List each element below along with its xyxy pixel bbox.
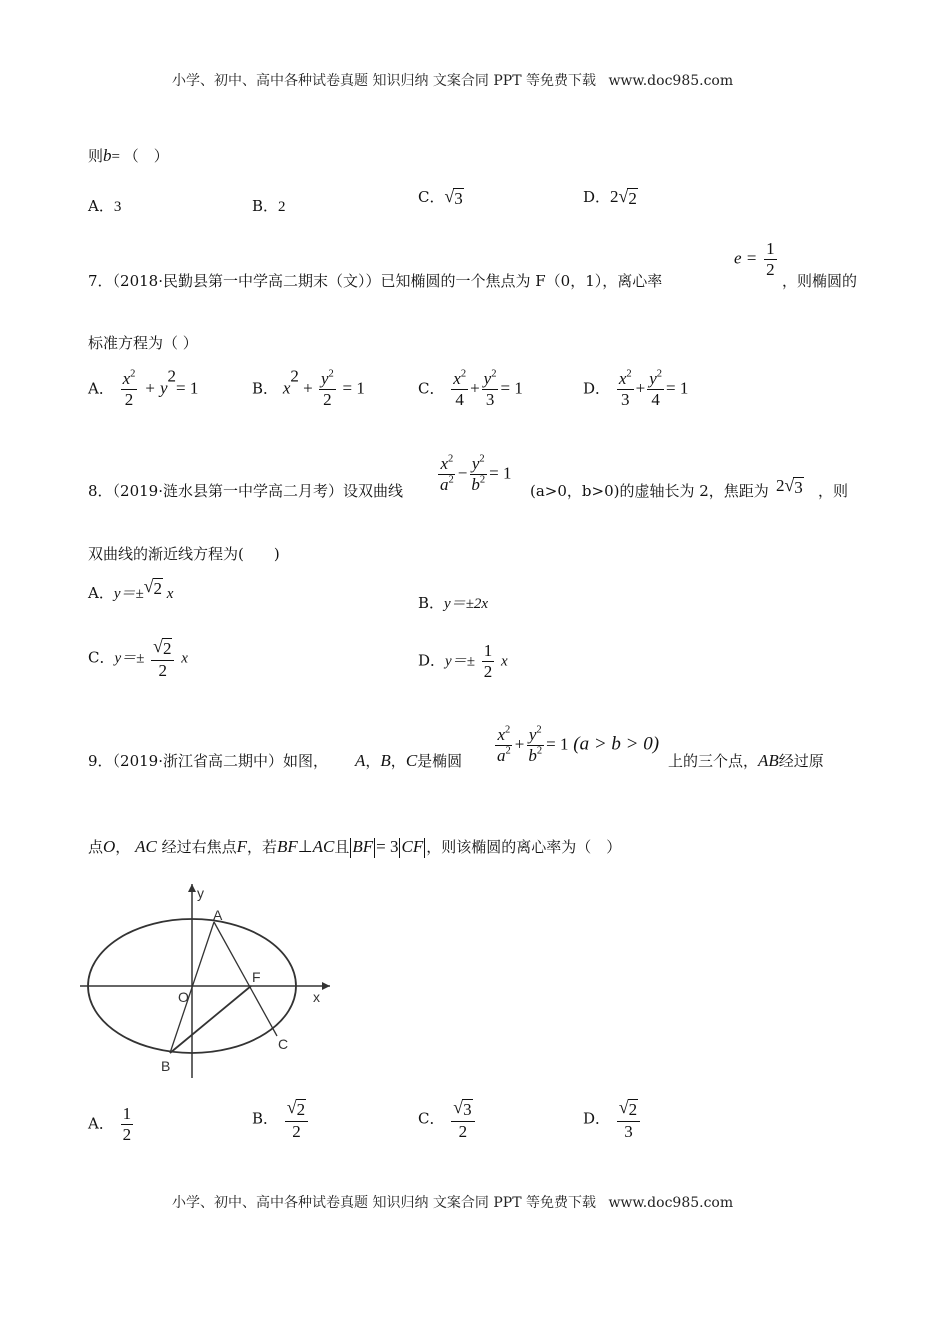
q8-condition: (a>0，b>0)的虚轴长为 2，焦距为 [530, 482, 769, 500]
q8-focal-length: 2 √ 3 [776, 474, 803, 497]
q7-stem-line1-end: ，则椭圆的 [782, 272, 858, 290]
q9-option-d: D． √ 2 3 [583, 1099, 642, 1140]
label-b: B [161, 1058, 171, 1074]
q9-ellipse-equation: $\frac{x^2}{a^2}$ + $\frac{y^2}{b^2}$ = 1 (a > b > 0) [497, 724, 660, 765]
footer-url: www.doc985.com [608, 1195, 734, 1211]
q8-stem-line1: 8．（2019·涟水县第一中学高二月考）设双曲线 [88, 482, 404, 500]
footer-text: 小学、初中、高中各种试卷真题 知识归纳 文案合同 PPT 等免费下载 [172, 1195, 596, 1211]
q9-points: A，B，C是椭圆 [355, 751, 463, 770]
page-header [172, 70, 733, 90]
q7-eccentricity: e = $\frac{1}{2}$ [734, 239, 775, 279]
q8-stem-line2: 双曲线的渐近线方程为( ) [88, 545, 280, 563]
q9-stem-line1: 9．（2019·浙江省高二期中）如图， [88, 752, 329, 770]
q6-stem: 则b= （ ） [88, 146, 169, 165]
label-c: C [278, 1036, 289, 1052]
label-y: y [197, 885, 204, 901]
q7-option-b: B． $x^2$ + $\frac{y^2}{2}$ = 1 [252, 366, 365, 409]
label-x: x [313, 989, 320, 1005]
q7-stem-line1: 7．（2018·民勤县第一中学高二期末（文））已知椭圆的一个焦点为 F（0，1），离心率 [88, 272, 663, 290]
header-url: www.doc985.com [608, 73, 734, 89]
q9-option-c: C． √ 3 2 [418, 1099, 477, 1140]
q8-stem-line1-end: ，则 [818, 482, 849, 500]
q9-stem-line2: 点O， AC 经过右焦点F，若BF⊥AC且 BF = 3 CF ，则该椭圆的离心率为（ ） [88, 837, 622, 856]
x-axis-arrow [322, 982, 330, 990]
q6-option-c: C． √ 3 [418, 185, 463, 208]
page-footer [172, 1192, 733, 1212]
q7-option-a: A． $\frac{x^2}{2}$ + $y^2= 1$ [88, 366, 199, 409]
q8-option-b: B．y＝±2x [418, 594, 489, 612]
q8-option-a: A．y＝± √ 2 x [88, 576, 174, 602]
ellipse-figure [80, 878, 340, 1083]
label-o: O [178, 989, 189, 1005]
q8-hyperbola-equation: $\frac{x^2}{a^2}$ − $\frac{y^2}{b^2}$ = 1 [440, 453, 512, 494]
q6-option-d: D．2 √ 2 [583, 185, 637, 208]
header-text: 小学、初中、高中各种试卷真题 知识归纳 文案合同 PPT 等免费下载 [172, 73, 596, 89]
q6-option-b: B．2 [252, 197, 286, 215]
q8-option-d: D．y＝± $\frac{1}{2}$ x [418, 641, 508, 681]
q9-option-a: A． $\frac{1}{2}$ [88, 1104, 132, 1144]
y-axis-arrow [188, 884, 196, 892]
q9-option-b: B． √ 2 2 [252, 1099, 310, 1140]
label-a: A [213, 907, 223, 923]
q7-stem-line2: 标准方程为（ ） [88, 334, 198, 352]
q6-option-a: A．3 [88, 197, 122, 215]
q7-option-d: D． $\frac{x^2}{3}$ + $\frac{y^2}{4}$ = 1 [583, 368, 689, 409]
q8-option-c: C．y＝± √ 2 2 x [88, 636, 188, 680]
q9-stem-line1-end: 上的三个点，AB经过原 [668, 751, 824, 770]
q7-option-c: C． $\frac{x^2}{4}$ + $\frac{y^2}{3}$ = 1 [418, 368, 523, 409]
label-f: F [252, 969, 261, 985]
